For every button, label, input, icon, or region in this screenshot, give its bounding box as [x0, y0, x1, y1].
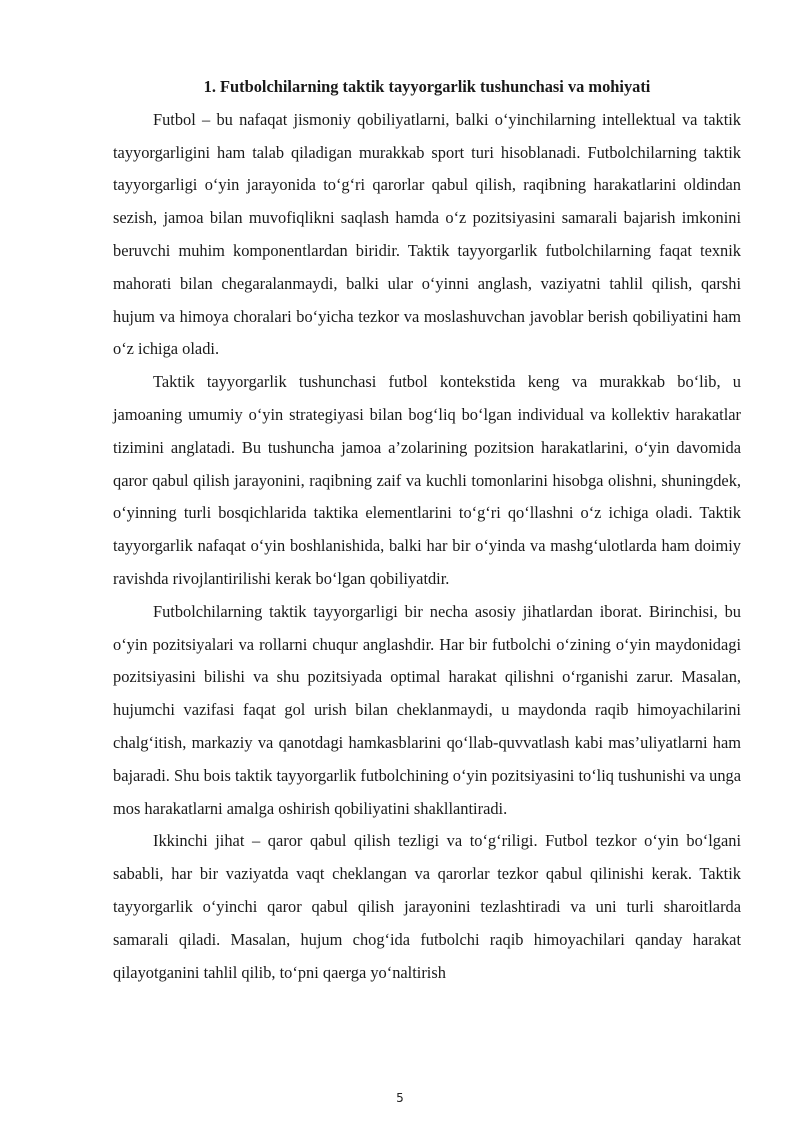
paragraph-3: Futbolchilarning taktik tayyorgarligi bir necha asosiy jihatlardan iborat. Birinchisi, bu o‘yin pozitsiyalari va rollarni chuqur anglashdir. Har bir futbolchi o‘zining o‘yin maydonidagi pozitsiyasini bilishi va shu pozitsiyada optimal harakat qilishni o‘rganishi zarur. Masalan, hujumchi vazifasi faqat gol urish bilan cheklanmaydi, u maydonda raqib himoyachilarini chalg‘itish, markaziy va qanotdagi hamkasblarini qo‘llab-quvvatlash kabi mas’uliyatlarni ham bajaradi. Shu bois taktik tayyorgarlik futbolchining o‘yin pozitsiyasini to‘liq tushunishi va unga mos harakatlarni amalga oshirish qobiliyatini shakllantiradi.: [113, 601, 741, 818]
paragraph-2: Taktik tayyorgarlik tushunchasi futbol kontekstida keng va murakkab bo‘lib, u jamoaning umumiy o‘yin strategiyasi bilan bog‘liq bo‘lgan individual va kollektiv harakatlar tizimini anglatadi. Bu tushuncha jamoa a’zolarining pozitsion harakatlarini, o‘yin davomida qaror qabul qilish jarayonini, raqibning zaif va kuchli tomonlarini hisobga olishni, shuningdek, o‘yinning turli bosqichlarida taktika elementlarini to‘g‘ri qo‘llashni o‘z ichiga oladi. Taktik tayyorgarlik nafaqat o‘yin boshlanishida, balki har bir o‘yinda va mashg‘ulotlarda ham doimiy ravishda rivojlantirilishi kerak bo‘lgan qobiliyatdir.: [113, 372, 741, 588]
paragraph-1: Futbol – bu nafaqat jismoniy qobiliyatlarni, balki o‘yinchilarning intellektual va taktik tayyorgarligini ham talab qiladigan murakkab sport turi hisoblanadi. Futbolchilarning taktik tayyorgarligi o‘yin jarayonida to‘g‘ri qarorlar qabul qilish, raqibning harakatlarini oldindan sezish, jamoa bilan muvofiqlikni saqlash hamda o‘z pozitsiyasini samarali bajarish imkonini beruvchi muhim komponentlardan biridir. Taktik tayyorgarlik futbolchilarning faqat texnik mahorati bilan chegaralanmaydi, balki ular o‘yinni anglash, vaziyatni tahlil qilish, qarshi hujum va himoya choralari bo‘yicha tezkor va moslashuvchan javoblar berish qobiliyatini ham o‘z ichiga oladi.: [113, 109, 741, 359]
page-body: [113, 71, 741, 989]
page-number: 5: [396, 1091, 404, 1105]
paragraph-4: Ikkinchi jihat – qaror qabul qilish tezligi va to‘g‘riligi. Futbol tezkor o‘yin bo‘lgani sababli, har bir vaziyatda vaqt cheklangan va qarorlar tezkor qabul qilinishi kerak. Taktik tayyorgarlik o‘yinchi qaror qabul qilish jarayonini tezlashtiradi va uni turli sharoitlarda samarali qiladi. Masalan, hujum chog‘ida futbolchi raqib himoyachilari qanday harakat qilayotganini tahlil qilib, to‘pni qaerga yo‘naltirish: [113, 831, 741, 982]
section-heading: 1. Futbolchilarning taktik tayyorgarlik tushunchasi va mohiyati: [203, 77, 651, 96]
